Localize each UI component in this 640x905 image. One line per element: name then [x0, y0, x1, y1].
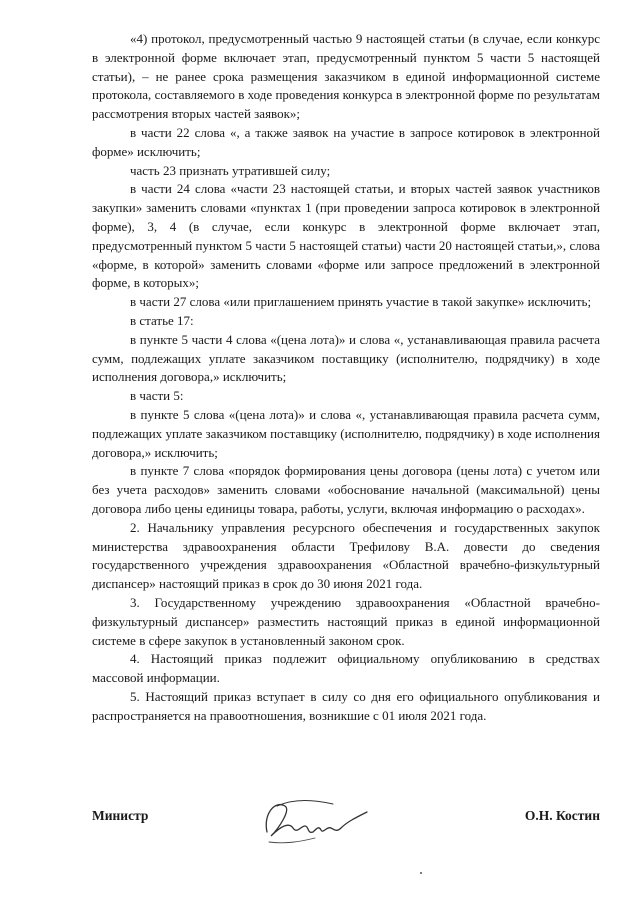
paragraph-5: в части 27 слова «или приглашением принять участие в такой закупке» исключить;: [130, 294, 592, 310]
paragraph-7: в пункте 5 части 4 слова «(цена лота)» и слова «, устанавливающая правила расчета сумм, подлежащих уплате заказчиком поставщику (исполнителю, подрядчику) в ходе исполнения договора,» исключить;: [92, 331, 600, 385]
paragraph-13: 4. Настоящий приказ подлежит официальному опубликованию в средствах массовой информации.: [92, 651, 600, 686]
document-body: [92, 30, 600, 725]
paragraph-14: 5. Настоящий приказ вступает в силу со дня его официального опубликования и распространяется на правоотношения, возникшие с 01 июля 2021 года.: [92, 688, 600, 723]
handwritten-signature: [255, 792, 375, 852]
paragraph-4: в части 24 слова «части 23 настоящей статьи, и вторых частей заявок участников закупки» заменить словами «пунктах 1 (при проведении запроса котировок в электронной форме), 3, 4 (в случае, если конкурс в электронной форме включает этап, предусмотренный пунктом 5 части 5 настоящей статьи) части 20 настоящей статьи,», слова «форме, в которой» заменить словами «форме или запросе предложений в электронной форме, в которых»;: [92, 181, 600, 291]
paragraph-1: «4) протокол, предусмотренный частью 9 настоящей статьи (в случае, если конкурс в электронной форме включает этап, предусмотренный пунктом 5 части 5 настоящей статьи), – не ранее срока размещения заказчиком в единой информационной системе протокола, составляемого в ходе проведения конкурса в электронной форме по результатам рассмотрения вторых частей заявок»;: [92, 31, 600, 122]
paragraph-2: в части 22 слова «, а также заявок на участие в запросе котировок в электронной форме» исключить;: [92, 124, 600, 159]
paragraph-8: в части 5:: [130, 388, 184, 404]
page-mark: [420, 872, 422, 874]
paragraph-11: 2. Начальнику управления ресурсного обеспечения и государственных закупок министерства здравоохранения области Трефилову В.А. довести до сведения государственного учреждения здравоохранения «Областной врачебно-физкультурный диспансер» настоящий приказ в срок до 30 июня 2021 года.: [92, 519, 600, 592]
paragraph-10: в пункте 7 слова «порядок формирования цены договора (цены лота) с учетом или без учета расходов» заменить словами «обоснование начальной (максимальной) цены договора либо цены единицы товара, работы, услуги, включая информацию о расходах».: [92, 463, 600, 516]
signatory-title: Министр: [92, 808, 149, 823]
paragraph-3: часть 23 признать утратившей силу;: [130, 162, 331, 178]
paragraph-12: 3. Государственному учреждению здравоохранения «Областной врачебно-физкультурный диспансер» разместить настоящий приказ в единой информационной системе в сфере закупок в установленный законом срок.: [92, 594, 600, 648]
paragraph-6: в статье 17:: [130, 312, 194, 328]
signatory-name: О.Н. Костин: [524, 808, 600, 823]
paragraph-9: в пункте 5 слова «(цена лота)» и слова «, устанавливающая правила расчета сумм, подлежащих уплате заказчиком поставщику (исполнителю, подрядчику) в ходе исполнения договора,» исключить;: [92, 406, 600, 460]
